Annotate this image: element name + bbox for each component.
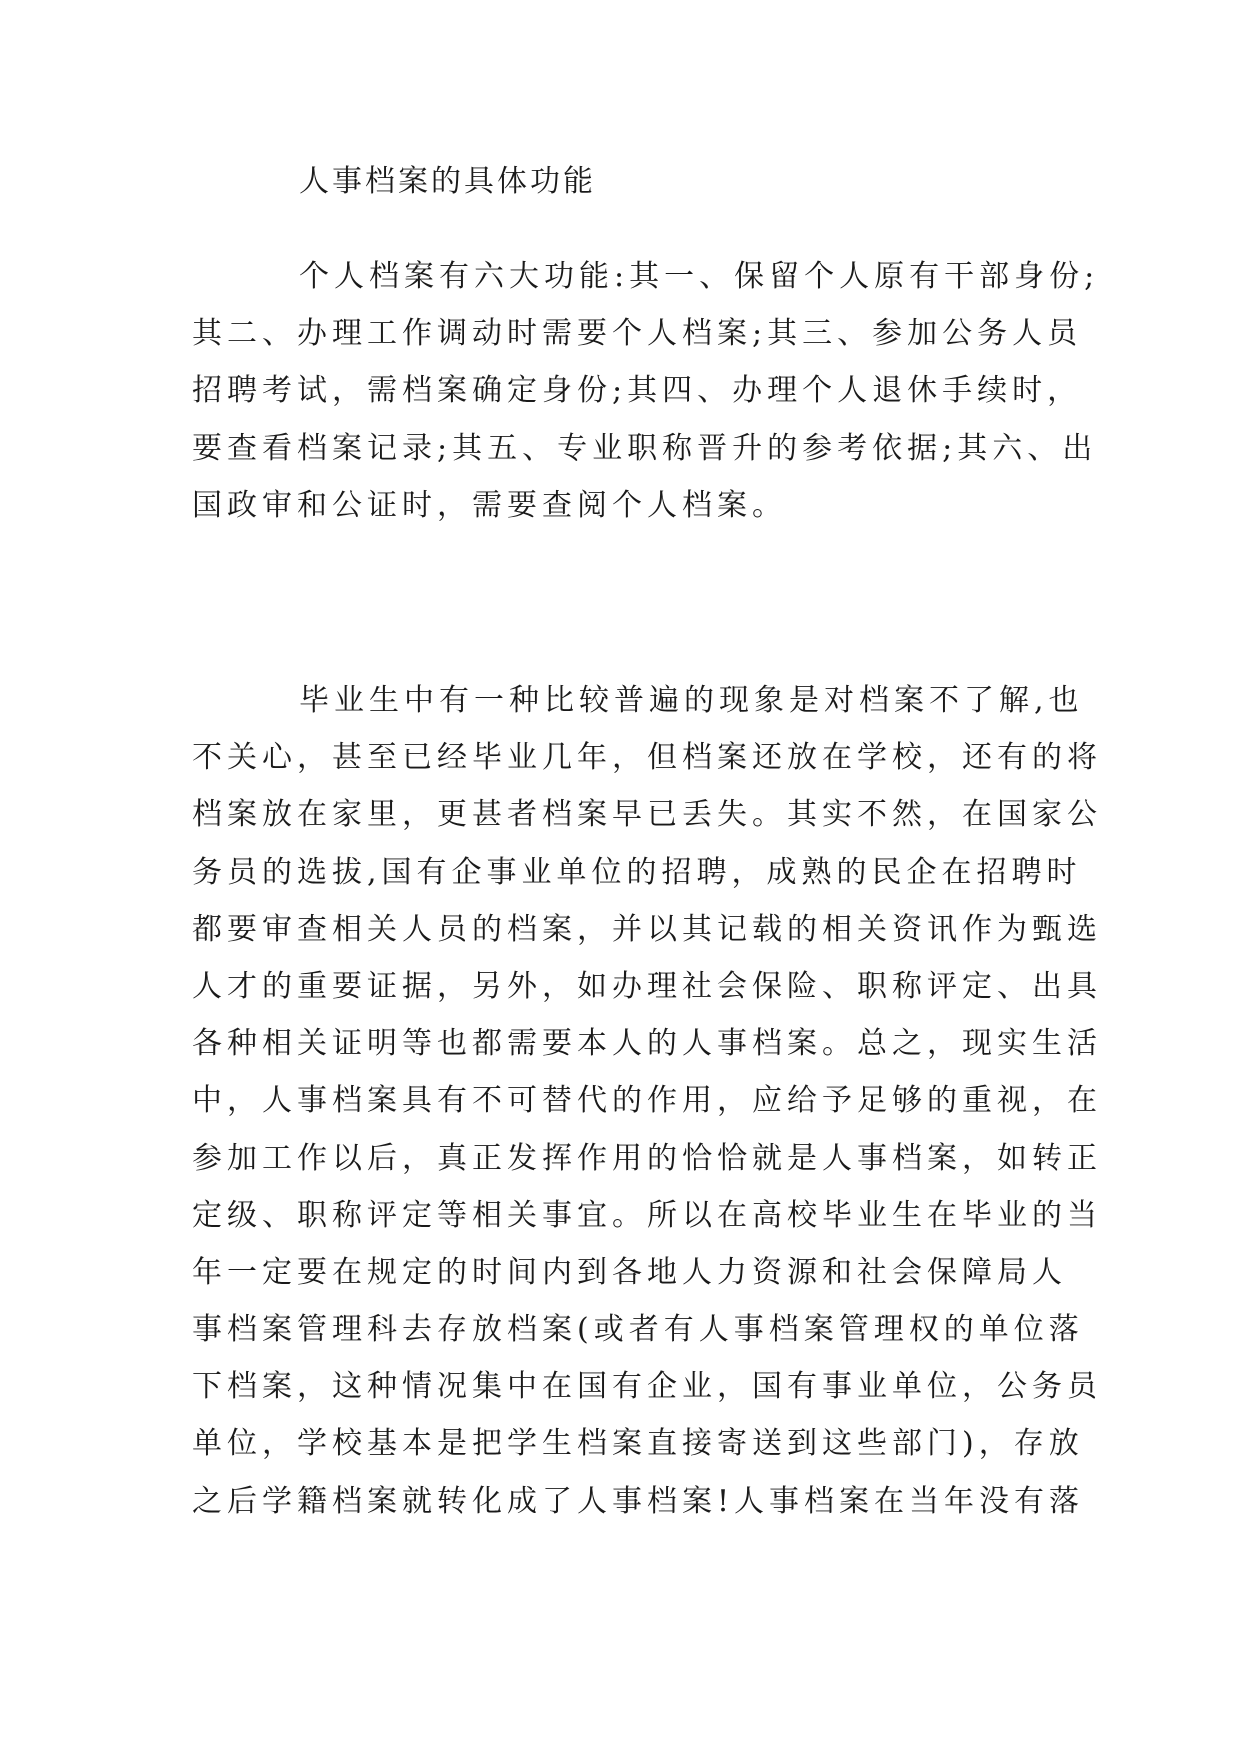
text-line: 毕业生中有一种比较普遍的现象是对档案不了解,也 — [299, 683, 1084, 718]
text-line: 要查看档案记录;其五、专业职称晋升的参考依据;其六、出 — [192, 430, 1098, 466]
text-line: 中，人事档案具有不可替代的作用，应给予足够的重视，在 — [192, 1083, 1102, 1119]
text-line: 年一定要在规定的时间内到各地人力资源和社会保障局人 — [192, 1254, 1067, 1290]
text-line: 下档案，这种情况集中在国有企业，国有事业单位，公务员 — [192, 1369, 1102, 1405]
paragraph-functions — [192, 248, 1100, 534]
text-line: 档案放在家里，更甚者档案早已丢失。其实不然，在国家公 — [192, 797, 1102, 833]
text-line: 都要审查相关人员的档案，并以其记载的相关资讯作为甄选 — [192, 911, 1102, 947]
text-line: 各种相关证明等也都需要本人的人事档案。总之，现实生活 — [192, 1026, 1102, 1062]
text-line: 不关心，甚至已经毕业几年，但档案还放在学校，还有的将 — [192, 740, 1102, 776]
text-line: 人才的重要证据，另外，如办理社会保险、职称评定、出具 — [192, 968, 1102, 1004]
text-line: 务员的选拔,国有企事业单位的招聘，成熟的民企在招聘时 — [192, 854, 1082, 890]
text-line: 个人档案有六大功能:其一、保留个人原有干部身份; — [299, 259, 1100, 294]
text-line: 招聘考试，需档案确定身份;其四、办理个人退休手续时， — [192, 373, 1083, 409]
text-line: 其二、办理工作调动时需要个人档案;其三、参加公务人员 — [192, 316, 1083, 352]
document-title: 人事档案的具体功能 — [299, 164, 596, 199]
text-line: 国政审和公证时，需要查阅个人档案。 — [192, 487, 787, 523]
paragraph-graduates — [192, 672, 1102, 1530]
text-line: 之后学籍档案就转化成了人事档案!人事档案在当年没有落 — [192, 1483, 1085, 1519]
text-line: 事档案管理科去存放档案(或者有人事档案管理权的单位落 — [192, 1312, 1084, 1348]
text-line: 单位，学校基本是把学生档案直接寄送到这些部门)，存放 — [192, 1426, 1084, 1462]
text-line: 参加工作以后，真正发挥作用的恰恰就是人事档案，如转正 — [192, 1140, 1102, 1176]
text-line: 定级、职称评定等相关事宜。所以在高校毕业生在毕业的当 — [192, 1197, 1102, 1233]
